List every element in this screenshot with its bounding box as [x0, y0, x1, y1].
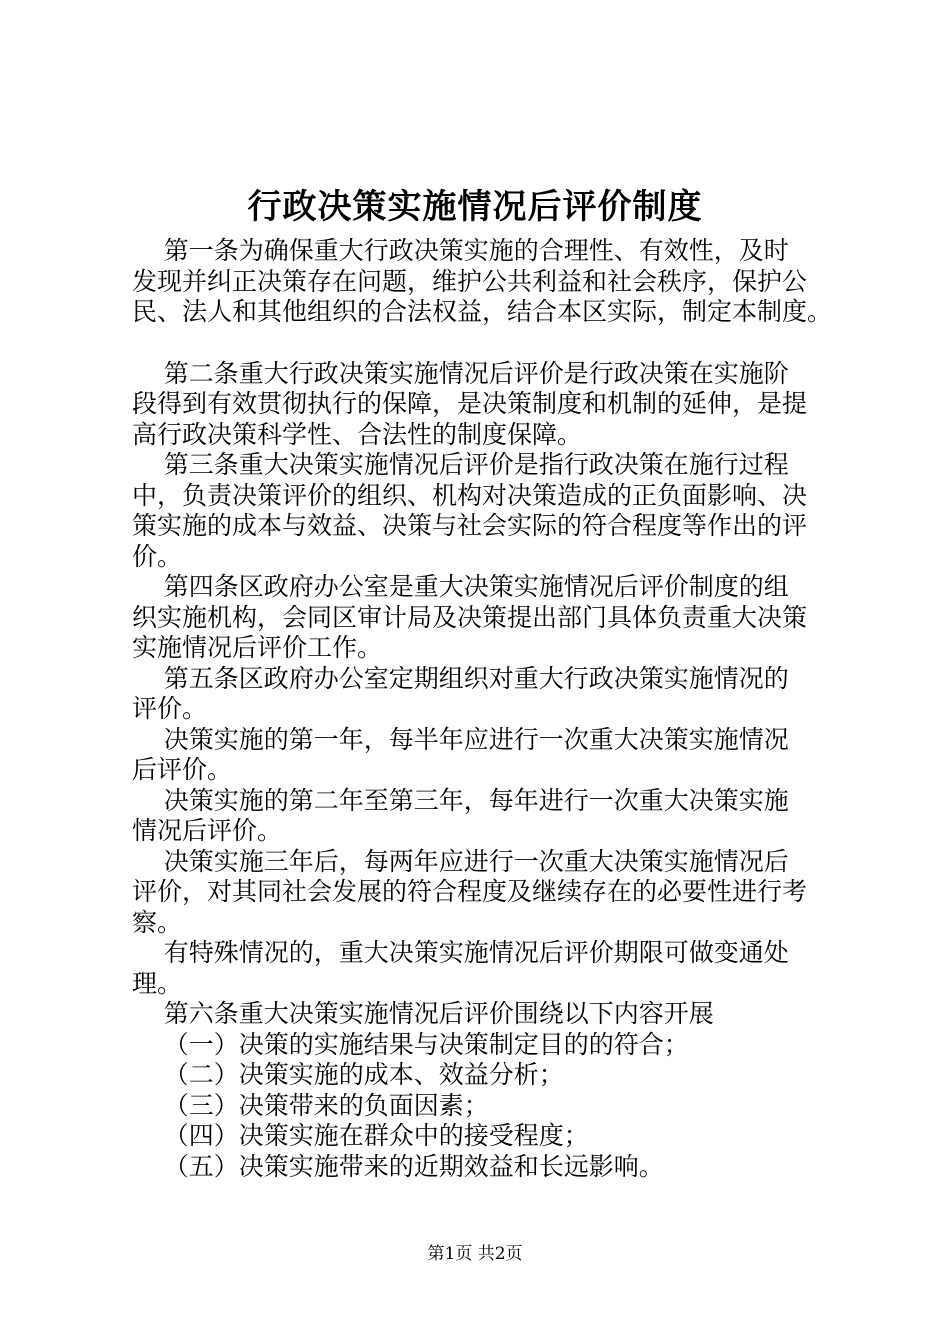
text-line: 情况后评价。 — [132, 816, 283, 845]
text-line: 决策实施的第一年，每半年应进行一次重大决策实施情况 — [132, 724, 789, 754]
text-line: 策实施的成本与效益、决策与社会实际的符合程度等作出的评 — [132, 511, 808, 540]
text-line: 评价，对其同社会发展的符合程度及继续存在的必要性进行考 — [132, 877, 808, 906]
text-line: 决策实施三年后，每两年应进行一次重大决策实施情况后 — [132, 846, 789, 876]
text-line: 理。 — [132, 968, 183, 998]
list-item: （四）决策实施在群众中的接受程度； — [132, 1121, 589, 1150]
text-line: 第一条为确保重大行政决策实施的合理性、有效性，及时 — [132, 236, 789, 265]
list-item: （二）决策实施的成本、效益分析； — [132, 1060, 564, 1089]
blank-line — [132, 328, 852, 359]
text-line: 发现并纠正决策存在问题，维护公共利益和社会秩序，保护公 — [132, 266, 808, 296]
text-line: 织实施机构，会同区审计局及决策提出部门具体负责重大决策 — [132, 602, 808, 632]
page-footer: 第1页 共2页 — [427, 1244, 523, 1264]
text-line: 评价。 — [132, 694, 208, 723]
text-line: 第五条区政府办公室定期组织对重大行政决策实施情况的 — [132, 663, 789, 693]
text-line: 第三条重大决策实施情况后评价是指行政决策在施行过程 — [132, 450, 789, 479]
text-line: 高行政决策科学性、合法性的制度保障。 — [132, 419, 583, 449]
text-line: 第二条重大行政决策实施情况后评价是行政决策在实施阶 — [132, 358, 789, 388]
text-line: 实施情况后评价工作。 — [132, 633, 383, 662]
text-line: 有特殊情况的，重大决策实施情况后评价期限可做变通处 — [132, 938, 789, 967]
text-line: 价。 — [132, 541, 183, 571]
list-item: （一）决策的实施结果与决策制定目的的符合； — [132, 1029, 689, 1059]
list-item: （五）决策实施带来的近期效益和长远影响。 — [132, 1151, 664, 1181]
text-line: 第六条重大决策实施情况后评价围绕以下内容开展 — [132, 999, 714, 1028]
document-title: 行政决策实施情况后评价制度 — [247, 187, 703, 227]
text-line: 决策实施的第二年至第三年，每年进行一次重大决策实施 — [132, 785, 789, 815]
text-line: 后评价。 — [132, 755, 233, 784]
document-body — [132, 236, 852, 1182]
text-line: 中，负责决策评价的组织、机构对决策造成的正负面影响、决 — [132, 480, 808, 510]
list-item: （三）决策带来的负面因素； — [132, 1090, 489, 1120]
text-line: 第四条区政府办公室是重大决策实施情况后评价制度的组 — [132, 572, 789, 601]
text-line: 民、法人和其他组织的合法权益，结合本区实际，制定本制度。 — [132, 297, 833, 326]
text-line: 察。 — [132, 907, 183, 937]
text-line: 段得到有效贯彻执行的保障，是决策制度和机制的延伸，是提 — [132, 389, 808, 418]
